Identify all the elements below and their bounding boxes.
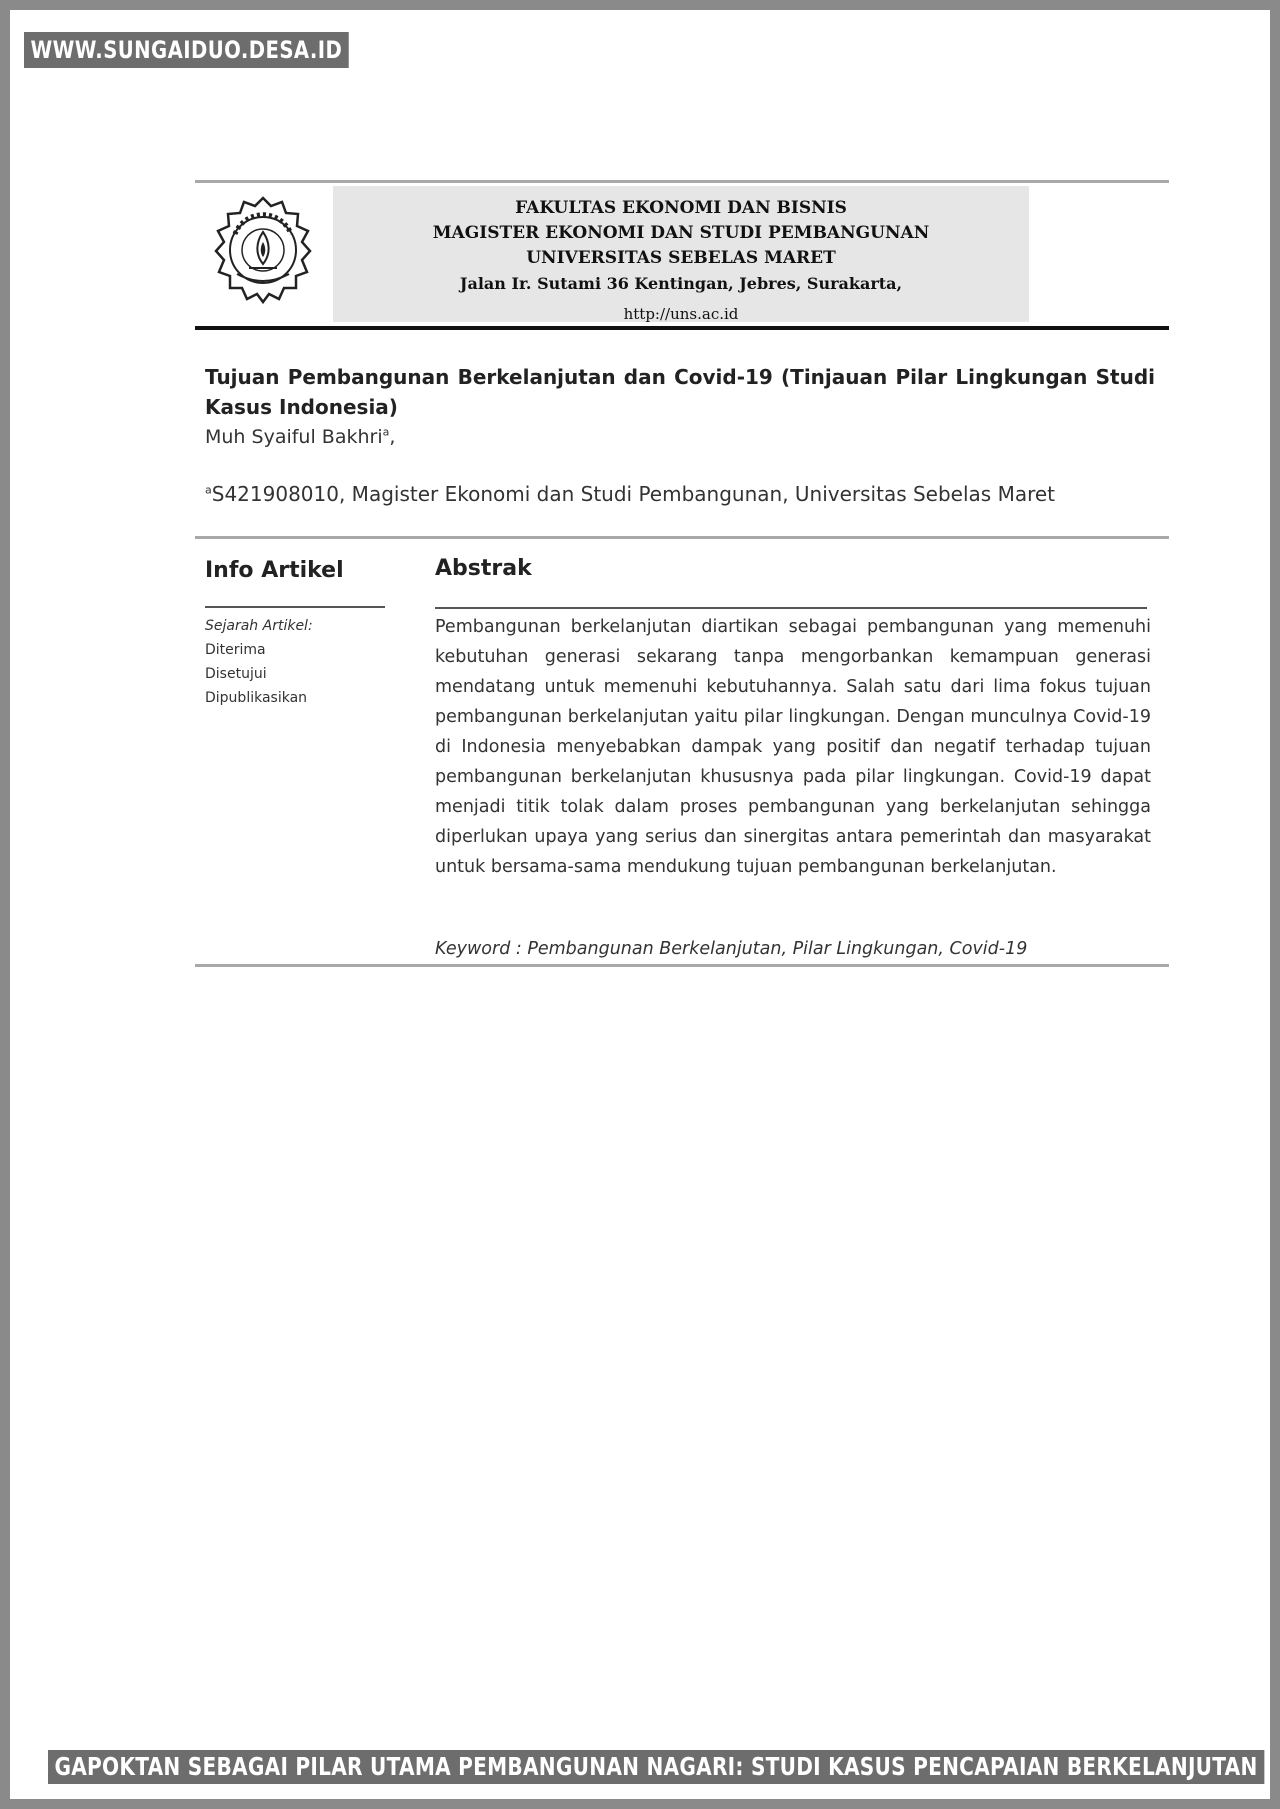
- article-author: [205, 426, 395, 448]
- abstract-heading: Abstrak: [435, 556, 532, 581]
- info-item-published: Dipublikasikan: [205, 690, 308, 706]
- letterhead-url: http://uns.ac.id: [623, 305, 739, 323]
- author-name: Muh Syaiful Bakhri: [205, 426, 383, 448]
- affiliation-text: S421908010, Magister Ekonomi dan Studi Pembangunan, Universitas Sebelas Maret: [211, 482, 1056, 506]
- info-item-approved: Disetujui: [205, 666, 267, 682]
- caption-watermark: GAPOKTAN SEBAGAI PILAR UTAMA PEMBANGUNAN NAGARI: STUDI KASUS PENCAPAIAN BERKELANJUTAN: [48, 1750, 1264, 1784]
- letterhead-university: UNIVERSITAS SEBELAS MARET: [526, 248, 836, 268]
- header-top-rule: [195, 180, 1169, 183]
- info-underline: [205, 606, 385, 608]
- info-item-received: Diterima: [205, 642, 266, 658]
- abstract-keywords: Keyword : Pembangunan Berkelanjutan, Pilar Lingkungan, Covid-19: [435, 939, 1028, 959]
- affiliation-superscript: a: [205, 483, 212, 497]
- section-divider: [195, 536, 1169, 539]
- article-title: Tujuan Pembangunan Berkelanjutan dan Covid-19 (Tinjauan Pilar Lingkungan Studi Kasus Indonesia): [205, 365, 1155, 419]
- letterhead-faculty: FAKULTAS EKONOMI DAN BISNIS: [515, 198, 847, 218]
- info-list: [205, 614, 313, 710]
- university-seal-icon: [207, 192, 319, 308]
- letterhead-address: Jalan Ir. Sutami 36 Kentingan, Jebres, Surakarta,: [459, 274, 903, 293]
- letterhead-program: MAGISTER EKONOMI DAN STUDI PEMBANGUNAN: [432, 223, 930, 243]
- author-suffix: ,: [389, 426, 396, 448]
- site-watermark: WWW.SUNGAIDUO.DESA.ID: [24, 32, 349, 68]
- section-bottom-rule: [195, 964, 1169, 967]
- abstract-body: Pembangunan berkelanjutan diartikan sebagai pembangunan yang memenuhi kebutuhan generasi sekarang tanpa mengorbankan kemampuan generasi mendatang untuk memenuhi kebutuhannya. Salah satu dari lima fokus tujuan pembangunan berkelanjutan yaitu pilar lingkungan. Dengan munculnya Covid-19 di Indonesia menyebabkan dampak yang positif dan negatif terhadap tujuan pembangunan berkelanjutan khususnya pada pilar lingkungan. Covid-19 dapat menjadi titik tolak dalam proses pembangunan yang berkelanjutan sehingga diperlukan upaya yang serius dan sinergitas antara pemerintah dan masyarakat untuk bersama-sama mendukung tujuan pembangunan berkelanjutan.: [435, 617, 1151, 877]
- abstract-underline: [435, 607, 1147, 609]
- article-affiliation: [205, 482, 1055, 506]
- letterhead: [333, 186, 1029, 322]
- history-label: Sejarah Artikel:: [205, 618, 313, 634]
- header-bottom-rule: [195, 326, 1169, 330]
- info-heading: Info Artikel: [205, 558, 344, 583]
- author-superscript: a: [382, 425, 390, 439]
